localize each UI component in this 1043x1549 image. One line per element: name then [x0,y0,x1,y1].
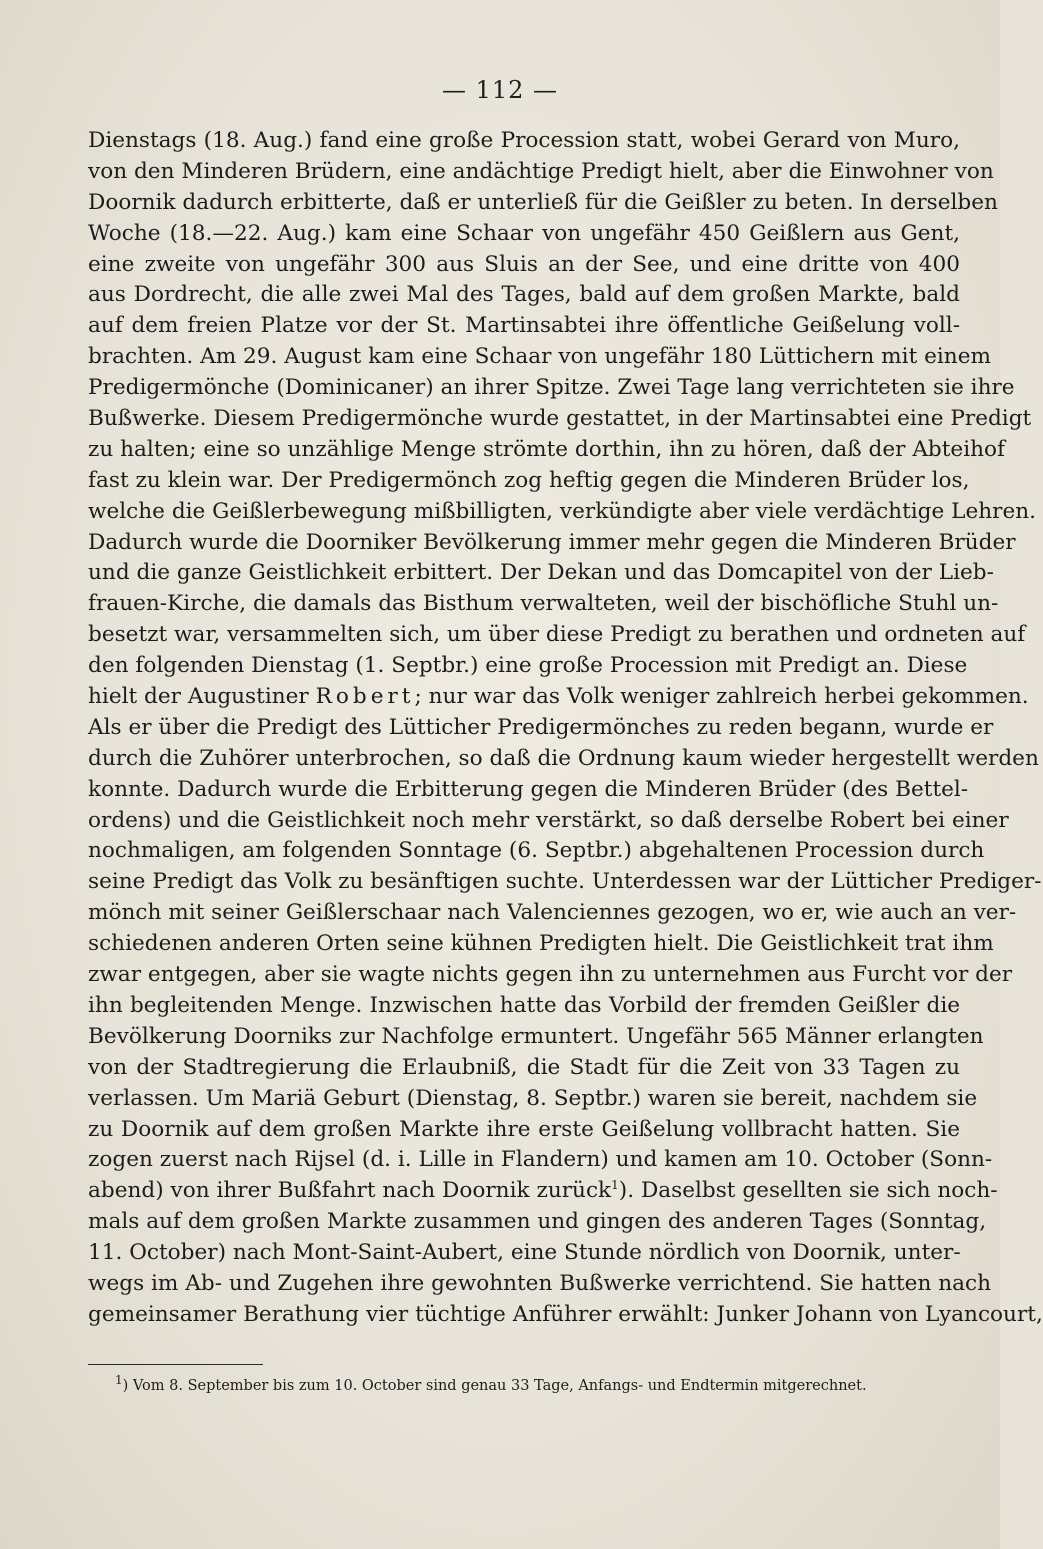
text-line-with-footnote-ref [88,1176,998,1207]
text-line: ordens) und die Geistlichkeit noch mehr verstärkt, so daß derselbe Robert bei einer [88,807,1009,833]
text-line: zu Doornik auf dem großen Markte ihre erste Geißelung vollbracht hatten. Sie [88,1116,960,1142]
text-line: verlassen. Um Mariä Geburt (Dienstag, 8. Septbr.) waren sie bereit, nachdem sie [88,1085,978,1111]
footnote-marker: 1 [115,1373,123,1388]
text-line: Woche (18.—22. Aug.) kam eine Schaar von ungefähr 450 Geißlern aus Gent, [88,220,960,246]
text-line: 11. October) nach Mont-Saint-Aubert, eine Stunde nördlich von Doornik, unter- [88,1240,961,1266]
text-line: eine zweite von ungefähr 300 aus Sluis an der See, und eine dritte von 400 [88,251,960,277]
text-line: konnte. Dadurch wurde die Erbitterung gegen die Minderen Brüder (des Bettel- [88,776,969,802]
spaced-name: Robert [315,684,415,710]
text-line: auf dem freien Platze vor der St. Martinsabtei ihre öffentliche Geißelung voll- [88,313,960,339]
text-line: Dienstags (18. Aug.) fand eine große Procession statt, wobei Gerard von Muro, [88,128,960,153]
text-segment: abend) von ihrer Bußfahrt nach Doornik zurück [88,1178,612,1204]
text-line: fast zu klein war. Der Predigermönch zog heftig gegen die Minderen Brüder los, [88,467,970,493]
text-line: von den Minderen Brüdern, eine andächtige Predigt hielt, aber die Einwohner von [88,158,994,184]
text-line: mals auf dem großen Markte zusammen und gingen des anderen Tages (Sonntag, [88,1209,987,1235]
text-line: besetzt war, versammelten sich, um über diese Predigt zu berathen und ordneten auf [88,622,1026,648]
text-line-with-spaced-name [88,682,1029,713]
text-line: brachten. Am 29. August kam eine Schaar von ungefähr 180 Lüttichern mit einem [88,344,991,370]
text-line: Predigermönche (Dominicaner) an ihrer Spitze. Zwei Tage lang verrichteten sie ihre [88,375,1015,401]
text-line: schiedenen anderen Orten seine kühnen Predigten hielt. Die Geistlichkeit trat ihm [88,931,994,957]
text-line: zwar entgegen, aber sie wagte nichts gegen ihn zu unternehmen aus Furcht vor der [88,962,1013,988]
text-line: durch die Zuhörer unterbrochen, so daß die Ordnung kaum wieder hergestellt werden [88,745,1039,771]
text-segment: hielt der Augustiner [88,684,316,710]
text-line: von der Stadtregierung die Erlaubniß, die Stadt für die Zeit von 33 Tagen zu [88,1054,960,1080]
text-segment: ; nur war das Volk weniger zahlreich herbei gekommen. [414,684,1029,710]
text-line: welche die Geißlerbewegung mißbilligten, verkündigte aber viele verdächtige Lehren. [88,498,1037,524]
text-line: seine Predigt das Volk zu besänftigen suchte. Unterdessen war der Lütticher Prediger- [88,869,1042,895]
text-line: ihn begleitenden Menge. Inzwischen hatte das Vorbild der fremden Geißler die [88,992,960,1018]
footnote [115,1375,915,1397]
footnote-reference: 1 [611,1178,619,1193]
text-line: wegs im Ab- und Zugehen ihre gewohnten Bußwerke verrichtend. Sie hatten nach [88,1270,992,1296]
text-line: Bußwerke. Diesem Predigermönche wurde gestattet, in der Martinsabtei eine Predigt [88,406,1032,432]
text-line: Als er über die Predigt des Lütticher Predigermönches zu reden begann, wurde er [88,714,994,740]
text-segment: ). Daselbst gesellten sie sich noch- [618,1178,998,1204]
text-line: und die ganze Geistlichkeit erbittert. Der Dekan und das Domcapitel von der Lieb- [88,560,994,586]
text-line: zogen zuerst nach Rijsel (d. i. Lille in Flandern) und kamen am 10. October (Sonn- [88,1147,993,1173]
text-line: aus Dordrecht, die alle zwei Mal des Tages, bald auf dem großen Markte, bald [88,282,960,308]
body-text [88,126,1043,1331]
text-line: Bevölkerung Doorniks zur Nachfolge ermuntert. Ungefähr 565 Männer erlangten [88,1023,984,1049]
text-line: zu halten; eine so unzählige Menge strömte dorthin, ihn zu hören, daß der Abteihof [88,436,1006,462]
text-line: gemeinsamer Berathung vier tüchtige Anführer erwählt: Junker Johann von Lyancourt, [88,1301,1043,1327]
footnote-divider [88,1364,263,1365]
text-line: frauen-Kirche, die damals das Bisthum verwalteten, weil der bischöfliche Stuhl un- [88,591,999,617]
page-number: — 112 — [441,76,559,104]
text-line: den folgenden Dienstag (1. Septbr.) eine große Procession mit Predigt an. Diese [88,653,968,679]
footnote-text: ) Vom 8. September bis zum 10. October sind genau 33 Tage, Anfangs- und Endtermin mitgerechnet. [122,1378,867,1394]
text-line: nochmaligen, am folgenden Sonntage (6. Septbr.) abgehaltenen Procession durch [88,838,985,864]
text-line: mönch mit seiner Geißlerschaar nach Valenciennes gezogen, wo er, wie auch an ver- [88,900,1017,926]
text-line: Dadurch wurde die Doorniker Bevölkerung immer mehr gegen die Minderen Brüder [88,529,1016,555]
text-line: Doornik dadurch erbitterte, daß er unterließ für die Geißler zu beten. In derselben [88,189,998,215]
